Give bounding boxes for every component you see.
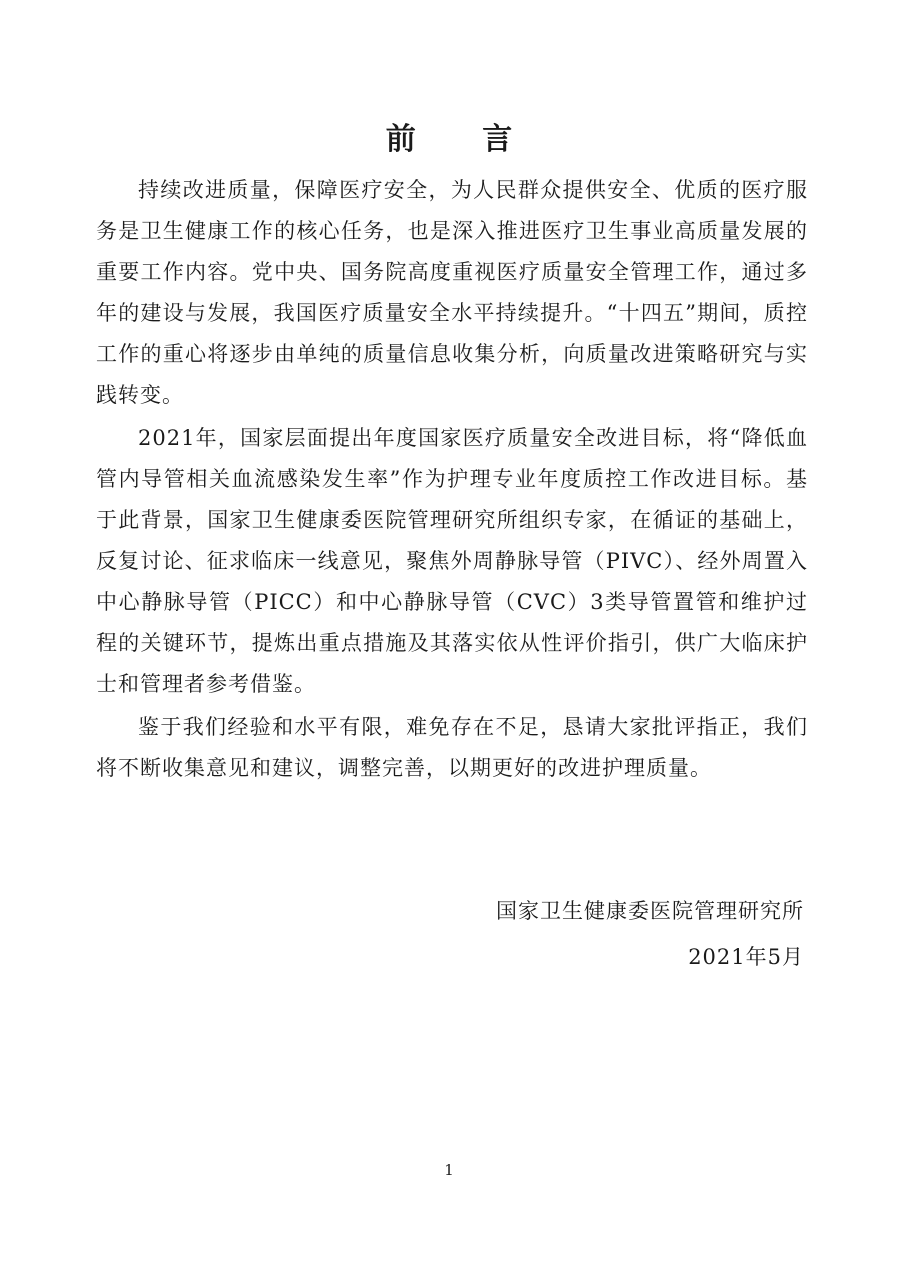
paragraph-3: 鉴于我们经验和水平有限，难免存在不足，恳请大家批评指正，我们将不断收集意见和建议，调整完善，以期更好的改进护理质量。 (96, 715, 808, 780)
preface-body (96, 170, 808, 791)
paragraph-2: 2021年，国家层面提出年度国家医疗质量安全改进目标，将“降低血管内导管相关血流感染发生率”作为护理专业年度质控工作改进目标。基于此背景，国家卫生健康委医院管理研究所组织专家，在循证的基础上，反复讨论、征求临床一线意见，聚焦外周静脉导管（PIVC）、经外周置入中心静脉导管（PICC）和中心静脉导管（CVC）3类导管置管和维护过程的关键环节，提炼出重点措施及其落实依从性评价指引，供广大临床护士和管理者参考借鉴。 (96, 426, 808, 696)
page-title: 前 言 (385, 122, 541, 157)
signature-organization: 国家卫生健康委医院管理研究所 (496, 899, 804, 923)
page-number: 1 (444, 1161, 454, 1179)
signature-block (496, 888, 804, 980)
paragraph-1: 持续改进质量，保障医疗安全，为人民群众提供安全、优质的医疗服务是卫生健康工作的核心任务，也是深入推进医疗卫生事业高质量发展的重要工作内容。党中央、国务院高度重视医疗质量安全管理工作，通过多年的建设与发展，我国医疗质量安全水平持续提升。“十四五”期间，质控工作的重心将逐步由单纯的质量信息收集分析，向质量改进策略研究与实践转变。 (96, 178, 808, 407)
signature-date: 2021年5月 (688, 945, 804, 969)
